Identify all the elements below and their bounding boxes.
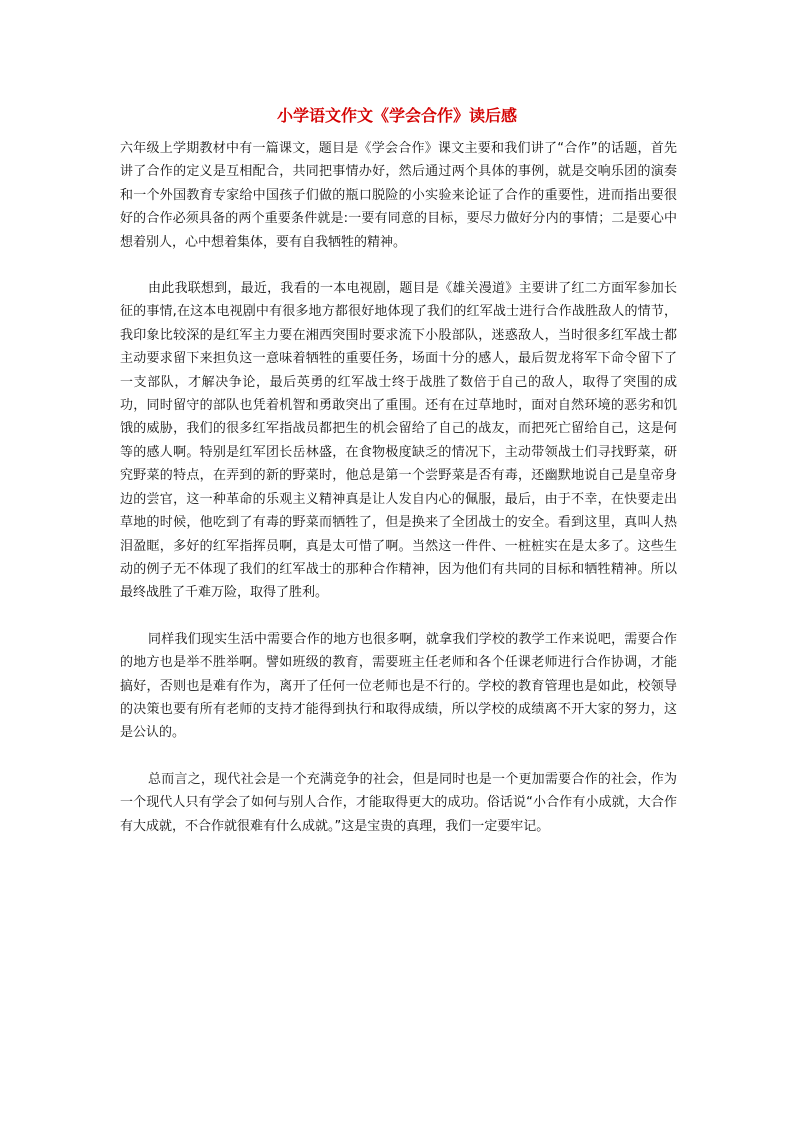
document-title: 小学语文作文《学会合作》读后感 — [276, 106, 517, 125]
document-body — [120, 137, 677, 861]
paragraph-conclusion: 总而言之，现代社会是一个充满竞争的社会，但是同时也是一个更加需要合作的社会，作为一个现代人只有学会了如何与别人合作，才能取得更大的成功。俗话说“小合作有小成就，大合作有大成就，不合作就很难有什么成就。”这是宝贵的真理，我们一定要牢记。 — [120, 771, 677, 834]
paragraph-intro: 六年级上学期教材中有一篇课文，题目是《学会合作》课文主要和我们讲了“合作”的话题，首先讲了合作的定义是互相配合，共同把事情办好，然后通过两个具体的事例，就是交响乐团的演奏和一个外国教育专家给中国孩子们做的瓶口脱险的小实验来论证了合作的重要性，进而指出要很好的合作必须具备的两个重要条件就是:一要有同意的目标，要尽力做好分内的事情；二是要心中想着别人，心中想着集体，要有自我牺牲的精神。 — [120, 141, 677, 250]
paragraph-school-life: 同样我们现实生活中需要合作的地方也很多啊，就拿我们学校的教学工作来说吧，需要合作的地方也是举不胜举啊。譬如班级的教育，需要班主任老师和各个任课老师进行合作协调，才能搞好，否则也是难有作为，离开了任何一位老师也是不行的。学校的教育管理也是如此，校领导的决策也要有所有老师的支持才能得到执行和取得成绩，所以学校的成绩离不开大家的努力，这是公认的。 — [120, 631, 677, 741]
paragraph-tv-drama: 由此我联想到，最近，我看的一本电视剧，题目是《雄关漫道》主要讲了红二方面军参加长征的事情,在这本电视剧中有很多地方都很好地体现了我们的红军战士进行合作战胜敌人的情节，我印象比较深的是红军主力要在湘西突围时要求流下小股部队，迷惑敌人，当时很多红军战士都主动要求留下来担负这一意味着牺牲的重要任务，场面十分的感人，最后贺龙将军下命令留下了一支部队，才解决争论，最后英勇的红军战士终于战胜了数倍于自己的敌人，取得了突围的成功，同时留守的部队也凭着机智和勇敢突出了重围。还有在过草地时，面对自然环境的恶劣和饥饿的威胁，我们的很多红军指战员都把生的机会留给了自己的战友，而把死亡留给自己，这是何等的感人啊。特别是红军团长岳林盛，在食物极度缺乏的情况下，主动带领战士们寻找野菜，研究野菜的特点，在弄到的新的野菜时，他总是第一个尝野菜是否有毒，还幽默地说自己是皇帝身边的尝官，这一种革命的乐观主义精神真是让人发自内心的佩服，最后，由于不幸，在快要走出草地的时候，他吃到了有毒的野菜而牺牲了，但是换来了全团战士的安全。看到这里，真叫人热泪盈眶，多好的红军指挥员啊，真是太可惜了啊。当然这一件件、一桩桩实在是太多了。这些生动的例子无不体现了我们的红军战士的那种合作精神，因为他们有共同的目标和牺牲精神。所以最终战胜了千难万险，取得了胜利。 — [120, 281, 677, 601]
